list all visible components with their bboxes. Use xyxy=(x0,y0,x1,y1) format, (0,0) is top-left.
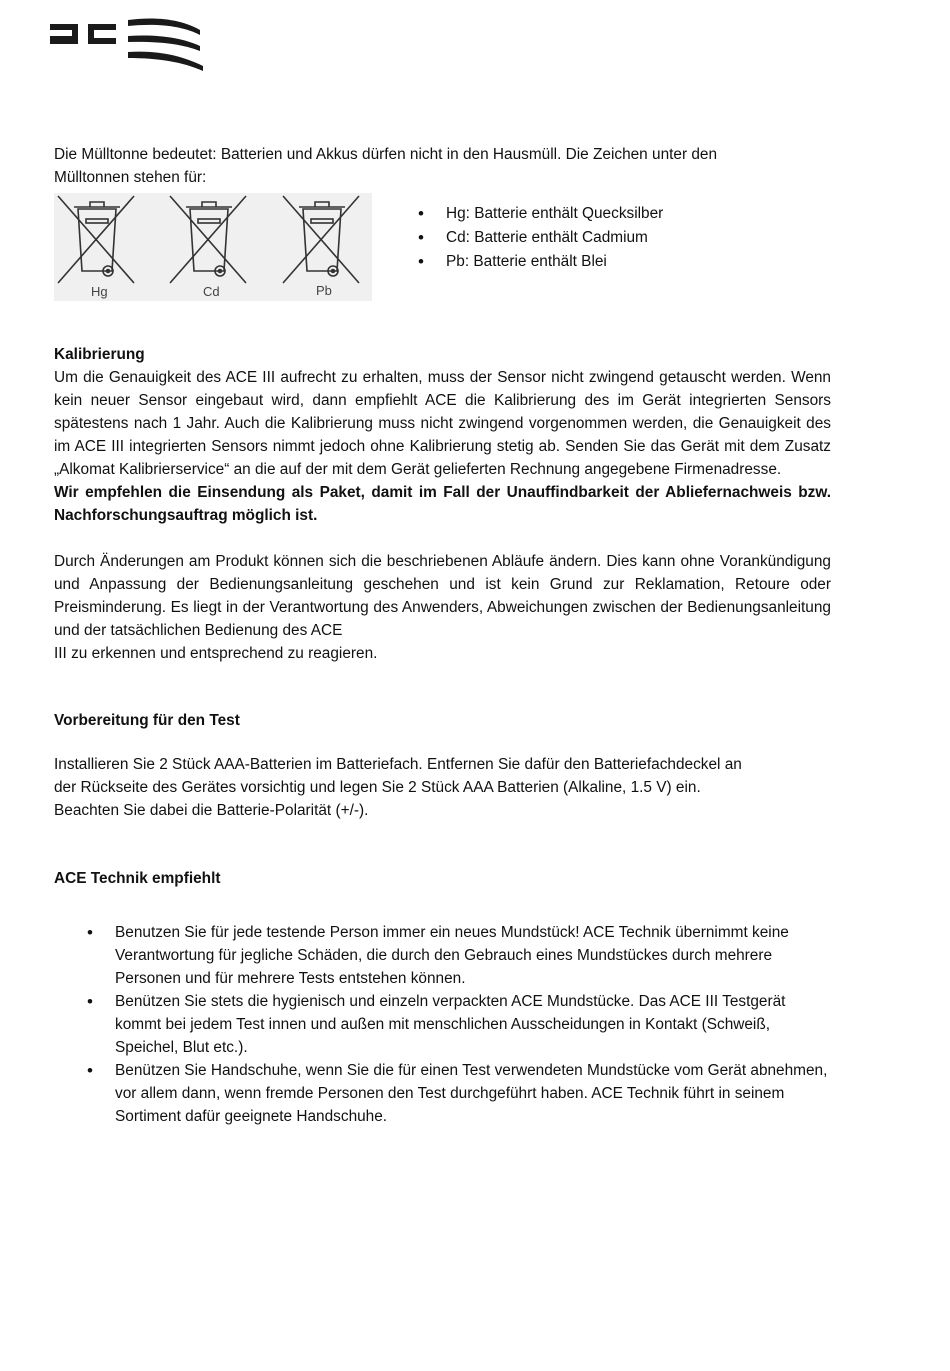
bin-label-hg: Hg xyxy=(91,284,108,299)
disposal-symbols-row xyxy=(54,193,831,305)
legend-item-cd: • Cd: Batterie enthält Cadmium xyxy=(418,226,663,250)
battery-legend-list xyxy=(418,202,663,274)
crossed-bin-symbols xyxy=(54,193,372,301)
legend-item-hg: • Hg: Batterie enthält Quecksilber xyxy=(418,202,663,226)
document-body xyxy=(54,143,831,1128)
empfehlung-heading: ACE Technik empfiehlt xyxy=(54,870,221,887)
disposal-intro-line2: Mülltonnen stehen für: xyxy=(54,169,207,186)
ace-logo xyxy=(48,10,208,72)
vorbereitung-heading: Vorbereitung für den Test xyxy=(54,712,240,729)
vorbereitung-paragraph xyxy=(54,753,831,822)
empfehlung-item-1: • Benutzen Sie für jede testende Person immer ein neues Mundstück! ACE Technik übernimmt keine Verantwortung für jegliche Schäden, die durch den Gebrauch eines Mundstückes durch mehrere Personen und für mehrere Tests entstehen können. xyxy=(54,921,831,990)
disposal-intro xyxy=(54,143,831,189)
kalibrierung-heading: Kalibrierung xyxy=(54,346,145,363)
bin-label-cd: Cd xyxy=(203,284,220,299)
empfehlung-item-3: • Benützen Sie Handschuhe, wenn Sie die für einen Test verwendeten Mundstücke vom Gerät abnehmen, vor allem dann, wenn fremde Personen den Test durchgeführt haben. ACE Technik führt in seinem Sortiment dafür geeignete Handschuhe. xyxy=(54,1059,831,1128)
kalibrierung-paragraph: Um die Genauigkeit des ACE III aufrecht zu erhalten, muss der Sensor nicht zwingend getauscht werden. Wenn kein neuer Sensor eingebaut wird, dann empfiehlt ACE die Kalibrierung des im Gerät integrierten Sensors spätestens nach 1 Jahr. Auch die Kalibrierung muss nicht zwingend vorgenommen werden, die Genauigkeit des im ACE III integrierten Sensors nimmt jedoch ohne Kalibrierung stetig ab. Senden Sie das Gerät mit dem Zusatz „Alkomat Kalibrierservice“ an die auf der mit dem Gerät gelieferten Rechnung angegebene Firmenadresse. xyxy=(54,369,831,478)
vorbereitung-line-1: Installieren Sie 2 Stück AAA-Batterien im Batteriefach. Entfernen Sie dafür den Batteriefachdeckel an xyxy=(54,756,742,773)
kalibrierung-note: Wir empfehlen die Einsendung als Paket, damit im Fall der Unauffindbarkeit der Abliefernachweis bzw. Nachforschungsauftrag möglich ist. xyxy=(54,484,831,524)
empfehlung-list xyxy=(54,921,831,1128)
changes-last-line: III zu erkennen und entsprechend zu reagieren. xyxy=(54,645,378,662)
vorbereitung-line-3: Beachten Sie dabei die Batterie-Polarität (+/-). xyxy=(54,802,369,819)
empfehlung-item-2: • Benützen Sie stets die hygienisch und einzeln verpackten ACE Mundstücke. Das ACE III Testgerät kommt bei jedem Test innen und außen mit menschlichen Ausscheidungen in Kontakt (Schweiß, Speichel, Blut etc.). xyxy=(54,990,831,1059)
legend-item-pb: • Pb: Batterie enthält Blei xyxy=(418,250,663,274)
changes-paragraph: Durch Änderungen am Produkt können sich die beschriebenen Abläufe ändern. Dies kann ohne Vorankündigung und Anpassung der Bedienungsanleitung geschehen und ist kein Grund zur Reklamation, Retoure oder Preisminderung. Es liegt in der Verantwortung des Anwenders, Abweichungen zwischen der Bedienungsanleitung und der tatsächlichen Bedienung des ACE xyxy=(54,553,831,639)
bin-label-pb: Pb xyxy=(316,283,332,298)
disposal-intro-line1: Die Mülltonne bedeutet: Batterien und Akkus dürfen nicht in den Hausmüll. Die Zeichen unter den xyxy=(54,146,718,163)
vorbereitung-line-2: der Rückseite des Gerätes vorsichtig und legen Sie 2 Stück AAA Batterien (Alkaline, 1.5 V) ein. xyxy=(54,779,701,796)
